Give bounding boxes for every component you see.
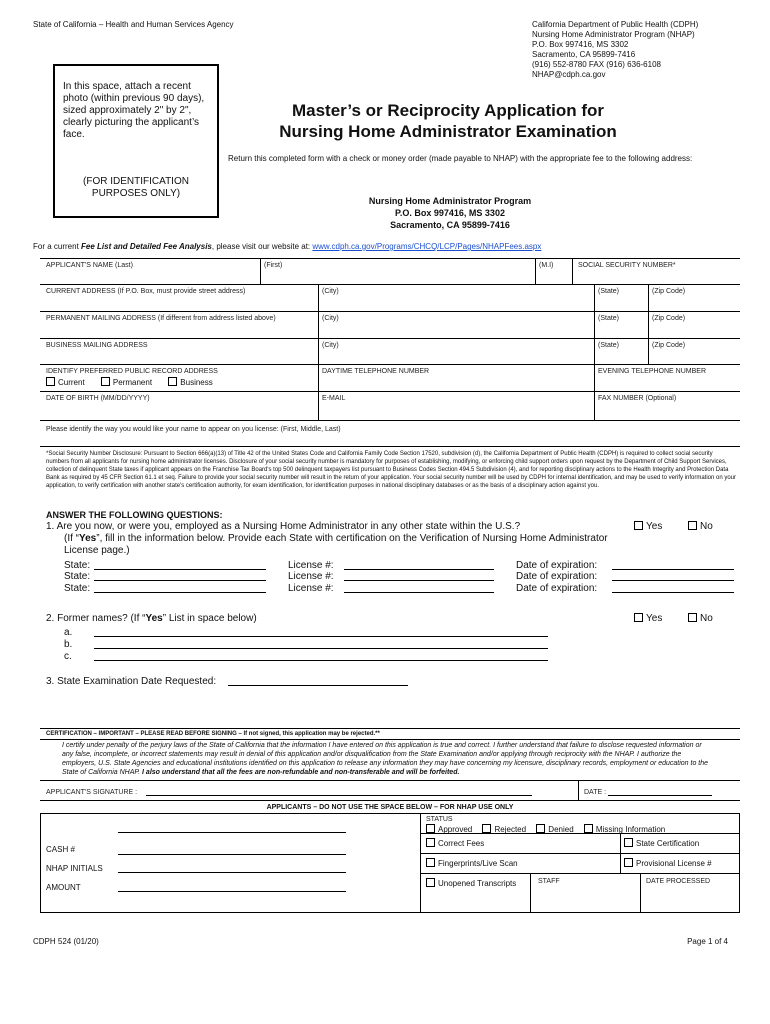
correct-fees-checkbox[interactable] — [426, 838, 435, 847]
q2-no-checkbox[interactable] — [688, 613, 697, 622]
q1-state-label: State: — [64, 583, 91, 594]
exam-date-field[interactable] — [228, 685, 408, 686]
former-name-field[interactable] — [94, 648, 548, 649]
org-email: NHAP@cdph.ca.gov — [532, 70, 606, 79]
checkbox-current[interactable] — [46, 377, 55, 386]
cash-field[interactable] — [118, 854, 346, 855]
q1-no-option — [688, 521, 713, 533]
former-name-a-label: a. — [64, 627, 73, 638]
address-line: Sacramento, CA 95899-7416 — [390, 220, 510, 230]
q1-yes-label: Yes — [646, 521, 663, 532]
q1-note-post: ”, fill in the information below. Provide each State with certification on the Verification of Nursing Home Administrator License page.) — [64, 533, 608, 556]
q2-no-label: No — [700, 613, 713, 624]
mailing-address — [330, 195, 570, 231]
q2-pre: 2. Former names? (If “ — [46, 613, 146, 624]
status-denied-label: Denied — [548, 825, 574, 834]
label-evening-phone: EVENING TELEPHONE NUMBER — [598, 368, 707, 375]
photo-box[interactable] — [53, 64, 219, 218]
fingerprints-option — [426, 858, 518, 869]
state-cert-option — [624, 838, 699, 849]
label-current-address: CURRENT ADDRESS (If P.O. Box, must provide street address) — [46, 288, 246, 295]
amount-field[interactable] — [118, 891, 346, 892]
label-zip: (Zip Code) — [652, 315, 686, 322]
option-current-label: Current — [58, 378, 85, 387]
certification-title: CERTIFICATION – IMPORTANT – PLEASE READ BEFORE SIGNING – If not signed, this application may be rejected.** — [46, 731, 380, 737]
former-name-field[interactable] — [94, 636, 548, 637]
org-line: P.O. Box 997416, MS 3302 — [532, 40, 629, 49]
question-1: 1. Are you now, or were you, employed as a Nursing Home Administrator in any other state within the U.S.? — [46, 521, 521, 532]
q1-note-bold: Yes — [79, 533, 97, 544]
fee-middle: , please visit our website at: — [211, 242, 313, 251]
label-business-address: BUSINESS MAILING ADDRESS — [46, 342, 148, 349]
label-zip: (Zip Code) — [652, 288, 686, 295]
q1-note-pre: (If “ — [64, 533, 79, 544]
label-name-on-license: Please identify the way you would like your name to appear on you license: (First, Middle, Last) — [46, 426, 341, 433]
signature-label: APPLICANT'S SIGNATURE : — [46, 789, 138, 796]
status-approved-checkbox[interactable] — [426, 824, 435, 833]
org-address-block — [532, 20, 752, 80]
signature-date-field[interactable] — [608, 795, 712, 796]
return-instructions: Return this completed form with a check or money order (made payable to NHAP) with the appropriate fee to the following address: — [228, 154, 693, 163]
checkbox-business[interactable] — [168, 377, 177, 386]
q1-state-label: State: — [64, 560, 91, 571]
ssn-disclosure: *Social Security Number Disclosure: Pursuant to Section 666(a)(13) of Title 42 of the United States Code and California Family Code Section 17520, subdivision (d), the California Department of Public Health (CDPH) is required to collect social security numbers from all applicants for nursing home administrator licenses. Disclosure of your social security number is mandatory for purposes of establishing, modifying, or enforcing child support orders upon request by the Department of Child Support Services, collection of delinquent State taxes if applicant appears on the Franchise Tax Board's top 500 delinquent taxpayers list pursuant to Business Codes Section 494.5 Subdivision (4), and for reporting disciplinary actions to the Health Integrity and Protection Data Bank as required by 45 CFR Section 61.1 et seq. Failure to provide your social security number will result in the return of your application. Your social security number will be used by CDPH for internal identification, and may be used to verify information on your application, to verify certification with another state's certification authority, for exam identification, for identification purposes in national disciplinary databases or as the basis of a disciplinary action against you. — [46, 451, 737, 490]
transcripts-checkbox[interactable] — [426, 878, 435, 887]
q1-state-label: State: — [64, 571, 91, 582]
former-name-field[interactable] — [94, 660, 548, 661]
page-title — [228, 100, 668, 142]
q1-license-label: License #: — [288, 560, 334, 571]
q1-license-field[interactable] — [344, 580, 494, 581]
date-label: DATE : — [584, 789, 607, 796]
label-middle-initial: (M.I) — [539, 262, 554, 269]
q1-expiration-label: Date of expiration: — [516, 571, 598, 582]
q2-no-option — [688, 613, 713, 625]
q1-expiration-field[interactable] — [612, 592, 734, 593]
q2-yes-option — [634, 613, 662, 625]
provisional-option — [624, 858, 712, 869]
org-line: Nursing Home Administrator Program (NHAP) — [532, 30, 695, 39]
q1-license-field[interactable] — [344, 569, 494, 570]
former-name-c-label: c. — [64, 651, 72, 662]
status-denied-checkbox[interactable] — [536, 824, 545, 833]
former-name-b-label: b. — [64, 639, 73, 650]
q1-state-field[interactable] — [94, 580, 266, 581]
fee-bold: Fee List and Detailed Fee Analysis — [81, 242, 212, 251]
fee-website-link[interactable]: www.cdph.ca.gov/Programs/CHCQ/LCP/Pages/NHAPFees.aspx — [312, 242, 542, 251]
label-daytime-phone: DAYTIME TELEPHONE NUMBER — [322, 368, 430, 375]
label-email: E-MAIL — [322, 395, 346, 402]
correct-fees-label: Correct Fees — [438, 839, 485, 848]
label-state: (State) — [598, 288, 620, 295]
label-city: (City) — [322, 342, 339, 349]
status-missing-label: Missing Information — [595, 825, 666, 834]
address-line: Nursing Home Administrator Program — [368, 196, 532, 206]
q2-post: ” List in space below) — [162, 613, 257, 624]
label-dob: DATE OF BIRTH (MM/DD/YYYY) — [46, 395, 150, 402]
question-2 — [46, 613, 257, 625]
q2-yes-checkbox[interactable] — [634, 613, 643, 622]
org-line: California Department of Public Health (CDPH) — [532, 20, 699, 29]
provisional-label: Provisional License # — [636, 859, 712, 868]
q1-license-label: License #: — [288, 583, 334, 594]
question-1-note — [64, 533, 624, 557]
q1-license-label: License #: — [288, 571, 334, 582]
fee-prefix: For a current — [33, 242, 82, 251]
state-cert-label: State Certification — [636, 839, 700, 848]
fee-info-line — [33, 242, 753, 252]
q1-state-field[interactable] — [94, 592, 266, 593]
status-approved-label: Approved — [438, 825, 473, 834]
label-zip: (Zip Code) — [652, 342, 686, 349]
q1-state-field[interactable] — [94, 569, 266, 570]
checkbox-permanent[interactable] — [101, 377, 110, 386]
option-business-label: Business — [180, 378, 213, 387]
q1-no-checkbox[interactable] — [688, 521, 697, 530]
label-ssn: SOCIAL SECURITY NUMBER* — [578, 262, 676, 269]
provisional-checkbox[interactable] — [624, 858, 633, 867]
agency-name: State of California – Health and Human Services Agency — [33, 20, 234, 29]
nhap-initials-label: NHAP INITIALS — [46, 864, 103, 873]
q1-expiration-field[interactable] — [612, 569, 734, 570]
label-last-name: APPLICANT'S NAME (Last) — [46, 262, 133, 269]
q1-no-label: No — [700, 521, 713, 532]
status-rejected-checkbox[interactable] — [482, 824, 491, 833]
option-permanent-label: Permanent — [112, 378, 153, 387]
status-label: STATUS — [426, 816, 453, 823]
label-preferred-address: IDENTIFY PREFERRED PUBLIC RECORD ADDRESS — [46, 368, 218, 375]
q1-expiration-label: Date of expiration: — [516, 560, 598, 571]
certification-fees-note: I also understand that all the fees are non-refundable and non-transferable and will be forfeited. — [142, 769, 460, 776]
certification-body — [62, 741, 712, 777]
q2-bold: Yes — [145, 613, 163, 624]
q1-license-field[interactable] — [344, 592, 494, 593]
status-missing-checkbox[interactable] — [584, 824, 593, 833]
label-permanent-address: PERMANENT MAILING ADDRESS (If different from address listed above) — [46, 315, 276, 322]
cash-label: CASH # — [46, 845, 75, 854]
org-line: (916) 552-8780 FAX (916) 636-6108 — [532, 60, 661, 69]
fingerprints-label: Fingerprints/Live Scan — [438, 859, 518, 868]
title-line-2: Nursing Home Administrator Examination — [279, 122, 617, 141]
label-fax: FAX NUMBER (Optional) — [598, 395, 677, 402]
label-state: (State) — [598, 342, 620, 349]
q1-expiration-field[interactable] — [612, 580, 734, 581]
nhap-initials-field[interactable] — [118, 872, 346, 873]
org-line: Sacramento, CA 95899-7416 — [532, 50, 636, 59]
q2-yes-label: Yes — [646, 613, 663, 624]
correct-fees-option — [426, 838, 484, 849]
signature-field[interactable] — [146, 795, 532, 796]
amount-label: AMOUNT — [46, 883, 81, 892]
form-id: CDPH 524 (01/20) — [33, 937, 99, 946]
state-cert-checkbox[interactable] — [624, 838, 633, 847]
preferred-address-options — [46, 377, 213, 388]
office-line — [118, 832, 346, 833]
label-first-name: (First) — [264, 262, 283, 269]
office-use-title: APPLICANTS – DO NOT USE THE SPACE BELOW – FOR NHAP USE ONLY — [266, 804, 514, 811]
transcripts-label: Unopened Transcripts — [438, 879, 517, 888]
title-line-1: Master’s or Reciprocity Application for — [291, 101, 605, 120]
staff-label: STAFF — [538, 878, 560, 885]
page-number: Page 1 of 4 — [687, 937, 728, 946]
q1-yes-option — [634, 521, 662, 533]
fingerprints-checkbox[interactable] — [426, 858, 435, 867]
status-rejected-label: Rejected — [494, 825, 527, 834]
questions-heading: ANSWER THE FOLLOWING QUESTIONS: — [46, 510, 223, 520]
address-line: P.O. Box 997416, MS 3302 — [395, 208, 505, 218]
label-city: (City) — [322, 288, 339, 295]
label-city: (City) — [322, 315, 339, 322]
transcripts-option — [426, 878, 516, 889]
photo-instruction: In this space, attach a recent photo (within previous 90 days), sized approximately 2" by 2", clearly picturing the applicant’s face. — [63, 81, 205, 140]
certification-text: I certify under penalty of the perjury laws of the State of California that the information I have entered on this application is true and correct. I further understand that failure to disclose requested information or any false, incomplete, or incorrect statements may result in denial of this application and/or disqualification from the State Examination and/or applying through reciprocity with the NHAP. I authorize the employers, U.S. State Agencies and educational institutions identified on this application to release any information they may have concerning my licensure, disciplinary records, employment or education to the State of California NHAP. — [62, 742, 709, 776]
status-options — [426, 824, 665, 835]
date-processed-label: DATE PROCESSED — [646, 878, 711, 885]
photo-id-note: (FOR IDENTIFICATION PURPOSES ONLY) — [83, 176, 189, 199]
q1-expiration-label: Date of expiration: — [516, 583, 598, 594]
question-3: 3. State Examination Date Requested: — [46, 676, 217, 687]
label-state: (State) — [598, 315, 620, 322]
q1-yes-checkbox[interactable] — [634, 521, 643, 530]
